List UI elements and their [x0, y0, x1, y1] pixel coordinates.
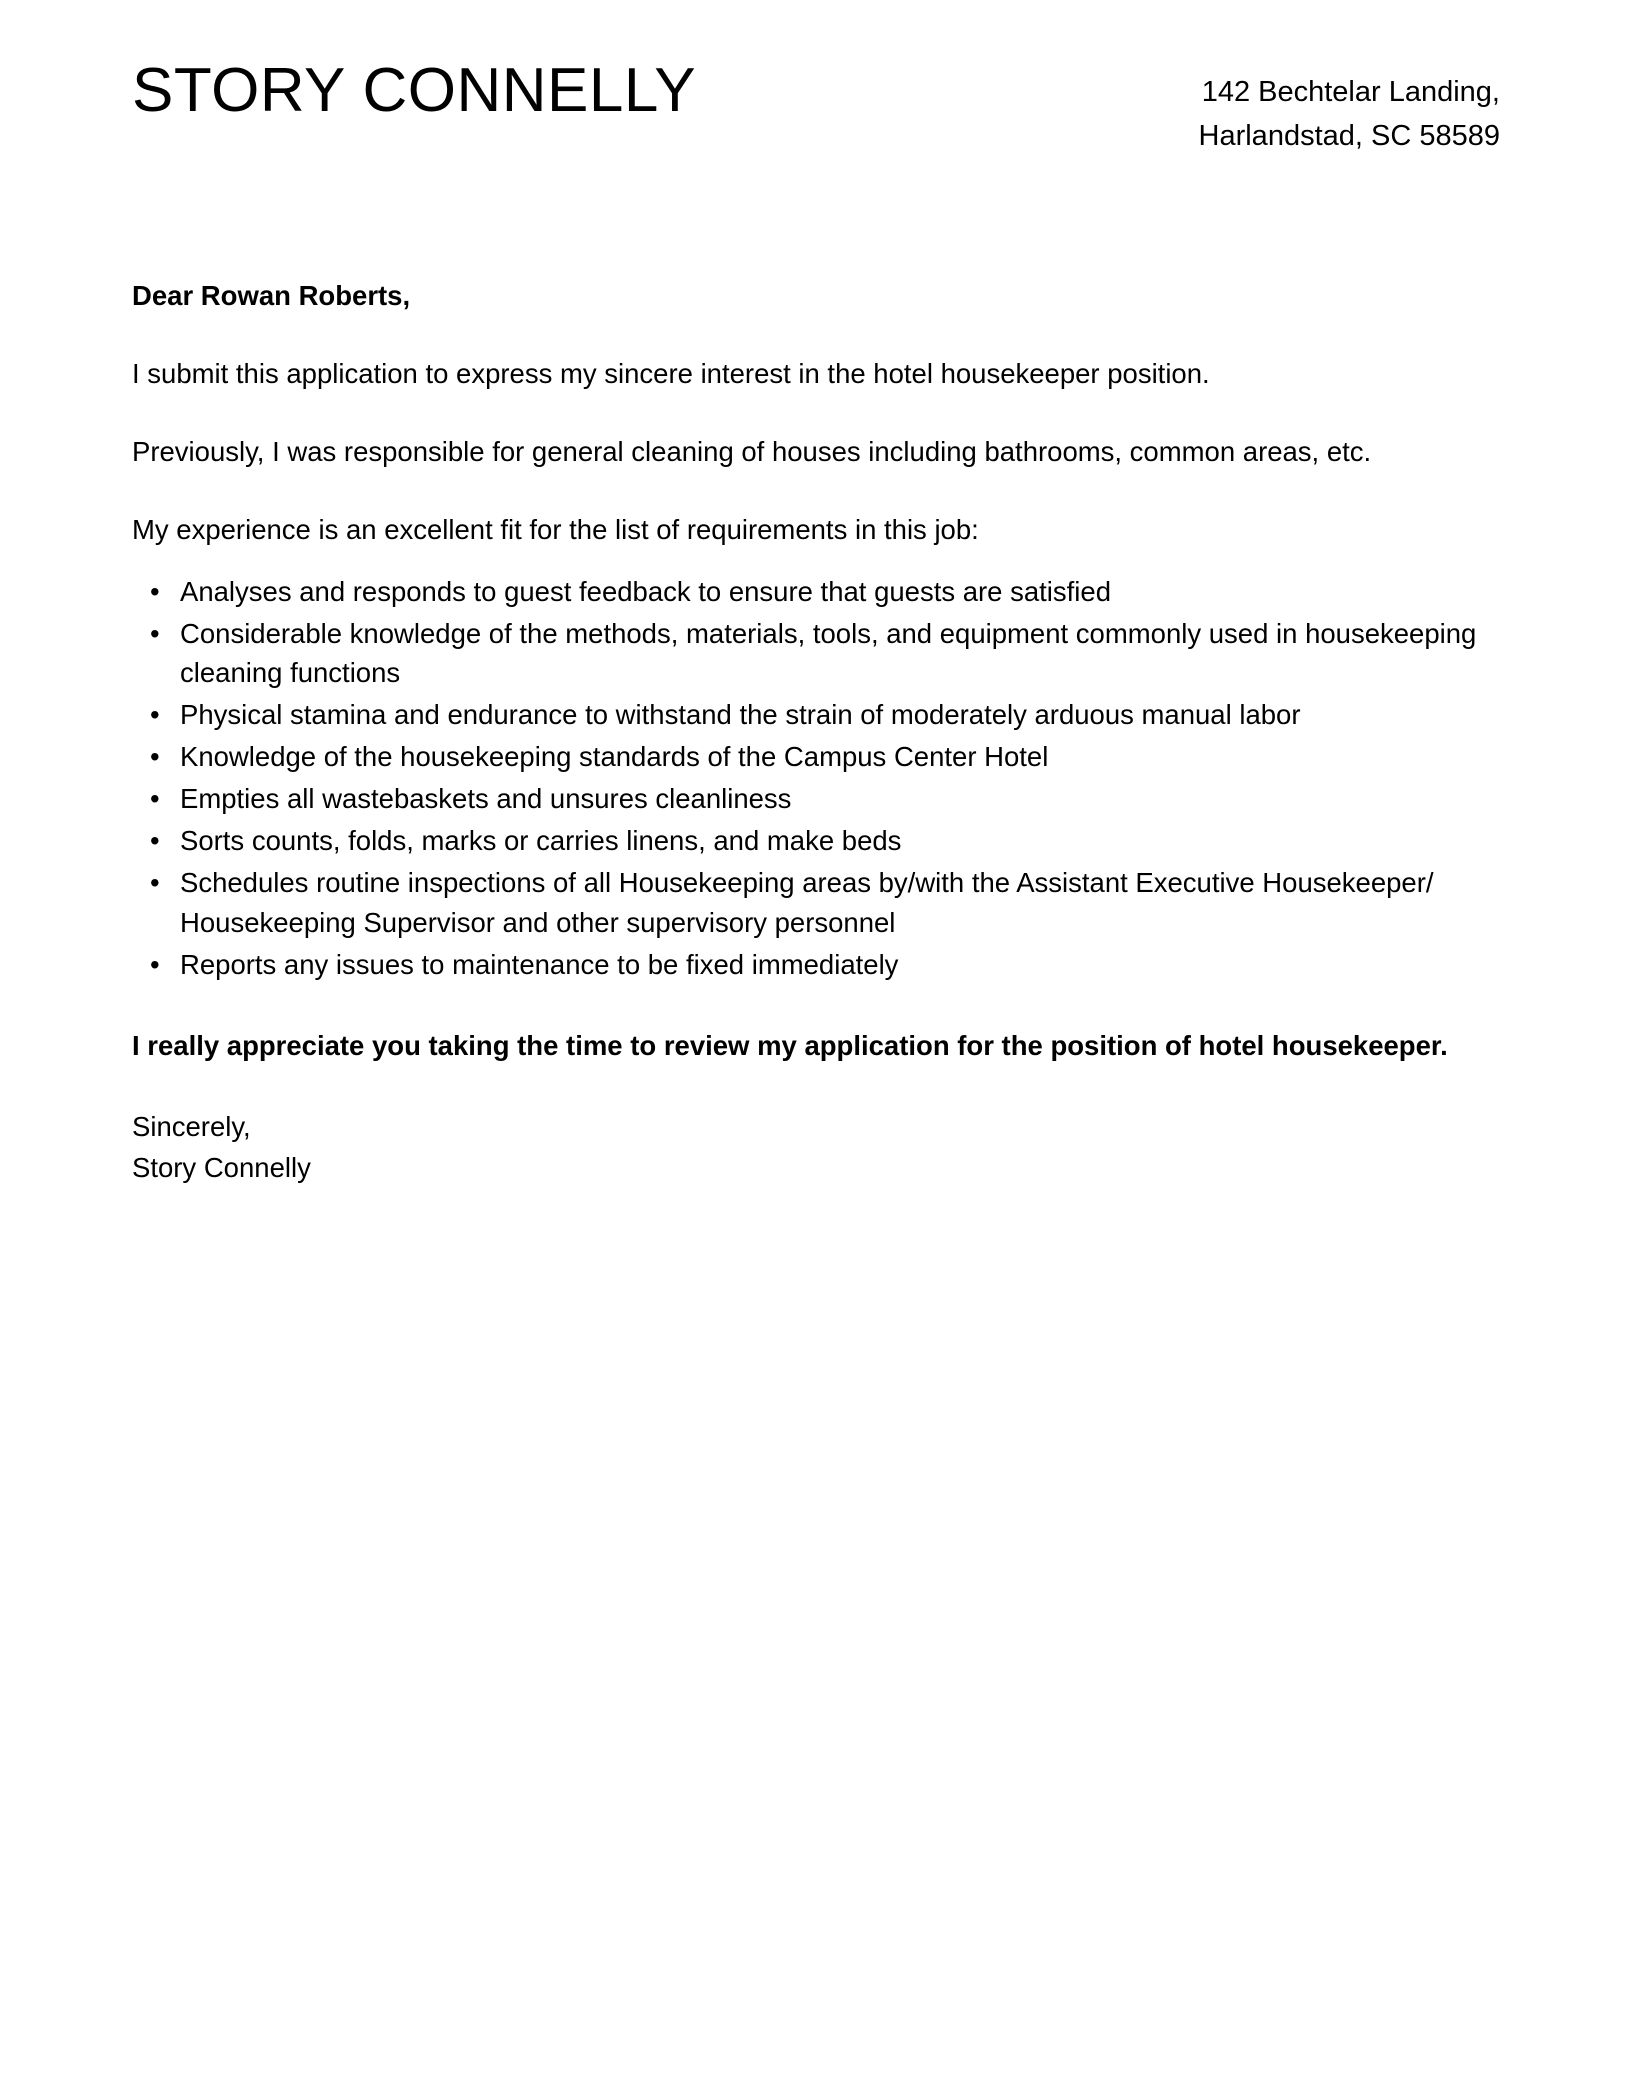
salutation: Dear Rowan Roberts, — [132, 280, 411, 312]
intro-paragraph: I submit this application to express my sincere interest in the hotel housekeeper position. — [132, 358, 1210, 390]
address-line-city-state-zip: Harlandstad, SC 58589 — [1198, 120, 1500, 153]
list-item: • Sorts counts, folds, marks or carries linens, and make beds — [132, 821, 1500, 861]
list-item: • Schedules routine inspections of all Housekeeping areas by/with the Assistant Executive Housekeeper/ Housekeeping Supervisor and other supervisory personnel — [132, 863, 1500, 943]
signoff-label: Sincerely, — [132, 1110, 251, 1142]
requirements-intro: My experience is an excellent fit for the list of requirements in this job: — [132, 513, 979, 545]
list-item: • Reports any issues to maintenance to be fixed immediately — [132, 945, 1500, 985]
list-item: • Knowledge of the housekeeping standards of the Campus Center Hotel — [132, 737, 1500, 777]
closing-statement: I really appreciate you taking the time to review my application for the position of hotel housekeeper. — [132, 1030, 1448, 1062]
letterhead — [132, 0, 1500, 158]
list-item: • Analyses and responds to guest feedback to ensure that guests are satisfied — [132, 572, 1500, 612]
page-title: STORY CONNELLY — [132, 56, 697, 125]
letter-body — [132, 276, 1500, 1188]
signature-block — [132, 1107, 1500, 1188]
signature-name: Story Connelly — [132, 1151, 311, 1183]
sender-address — [1199, 58, 1500, 158]
list-item: • Physical stamina and endurance to withstand the strain of moderately arduous manual labor — [132, 695, 1500, 735]
address-line-street: 142 Bechtelar Landing, — [1201, 76, 1500, 108]
requirements-list — [132, 572, 1500, 985]
closing-block — [132, 1024, 1500, 1188]
list-item: • Empties all wastebaskets and unsures cleanliness — [132, 779, 1500, 819]
experience-paragraph: Previously, I was responsible for general cleaning of houses including bathrooms, common areas, etc. — [132, 435, 1372, 467]
list-item: • Considerable knowledge of the methods, materials, tools, and equipment commonly used in housekeeping cleaning functions — [132, 614, 1500, 694]
